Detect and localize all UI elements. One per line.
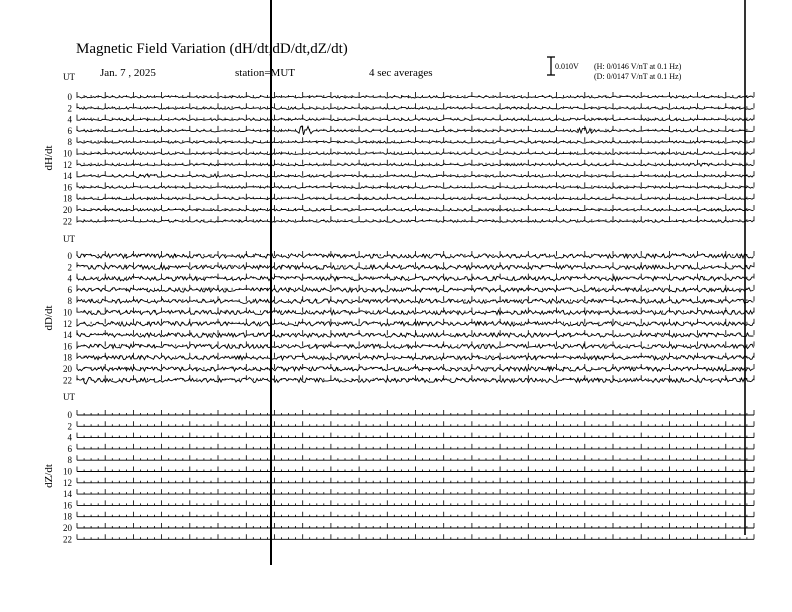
panel-dd-dt [43, 234, 754, 385]
averaging-label: 4 sec averages [369, 67, 433, 79]
row-ticks [77, 512, 754, 517]
row-ticks [77, 171, 754, 176]
trace-row [77, 209, 754, 211]
row-ticks [77, 500, 754, 505]
trace-row [77, 220, 754, 222]
row-label: 16 [63, 341, 72, 352]
row-ticks [77, 489, 754, 494]
scale-indicator [547, 57, 682, 81]
row-label: 4 [67, 432, 72, 443]
row-label: 14 [63, 171, 72, 182]
row-label: 12 [63, 477, 72, 488]
scale-value: 0.010V [555, 62, 579, 71]
row-label: 14 [63, 330, 72, 341]
row-label: 6 [67, 443, 72, 454]
y-axis-label: dD/dt [43, 305, 55, 331]
station-label: station=MUT [235, 67, 295, 79]
row-label: 0 [67, 410, 72, 420]
row-ticks [77, 455, 754, 460]
panel-dz-dt [43, 392, 754, 544]
row-label: 18 [63, 193, 72, 204]
row-ticks [77, 375, 754, 380]
panels [43, 72, 754, 544]
scale-h-note: (H: 0/0146 V/nT at 0.1 Hz) [594, 62, 682, 71]
ut-label: UT [63, 234, 75, 244]
row-label: 20 [63, 364, 72, 374]
ut-label: UT [63, 72, 75, 82]
row-label: 8 [67, 455, 72, 466]
row-ticks [77, 523, 754, 528]
row-label: 2 [67, 421, 72, 432]
trace-row [77, 186, 754, 188]
panel-dh-dt [43, 72, 754, 226]
row-label: 16 [63, 182, 72, 193]
row-label: 14 [63, 489, 72, 500]
row-label: 2 [67, 103, 72, 114]
row-ticks [77, 421, 754, 426]
ut-label: UT [63, 392, 75, 402]
row-label: 4 [67, 273, 72, 284]
row-label: 6 [67, 284, 72, 295]
row-label: 12 [63, 159, 72, 170]
row-label: 22 [63, 375, 72, 386]
row-label: 0 [67, 251, 72, 261]
row-label: 10 [63, 466, 72, 477]
row-label: 22 [63, 216, 72, 227]
row-label: 10 [63, 148, 72, 159]
y-axis-label: dZ/dt [43, 464, 55, 488]
row-label: 4 [67, 114, 72, 125]
row-label: 22 [63, 534, 72, 545]
row-label: 16 [63, 500, 72, 511]
row-ticks [77, 433, 754, 438]
row-label: 18 [63, 511, 72, 522]
row-ticks [77, 478, 754, 483]
chart-title: Magnetic Field Variation (dH/dt,dD/dt,dZ/dt) [76, 41, 348, 57]
row-label: 6 [67, 125, 72, 136]
row-label: 18 [63, 352, 72, 363]
row-label: 10 [63, 307, 72, 318]
row-label: 20 [63, 523, 72, 533]
row-ticks [77, 467, 754, 472]
row-label: 8 [67, 137, 72, 148]
row-label: 12 [63, 318, 72, 329]
y-axis-label: dH/dt [43, 145, 55, 171]
row-label: 8 [67, 296, 72, 307]
date-label: Jan. 7 , 2025 [100, 67, 156, 79]
row-ticks [77, 444, 754, 449]
row-ticks [77, 410, 754, 415]
row-label: 0 [67, 92, 72, 102]
trace-row [77, 153, 754, 155]
row-label: 20 [63, 205, 72, 215]
row-label: 2 [67, 262, 72, 273]
trace-row [77, 198, 754, 200]
scale-d-note: (D: 0/0147 V/nT at 0.1 Hz) [594, 72, 682, 81]
row-ticks [77, 534, 754, 539]
